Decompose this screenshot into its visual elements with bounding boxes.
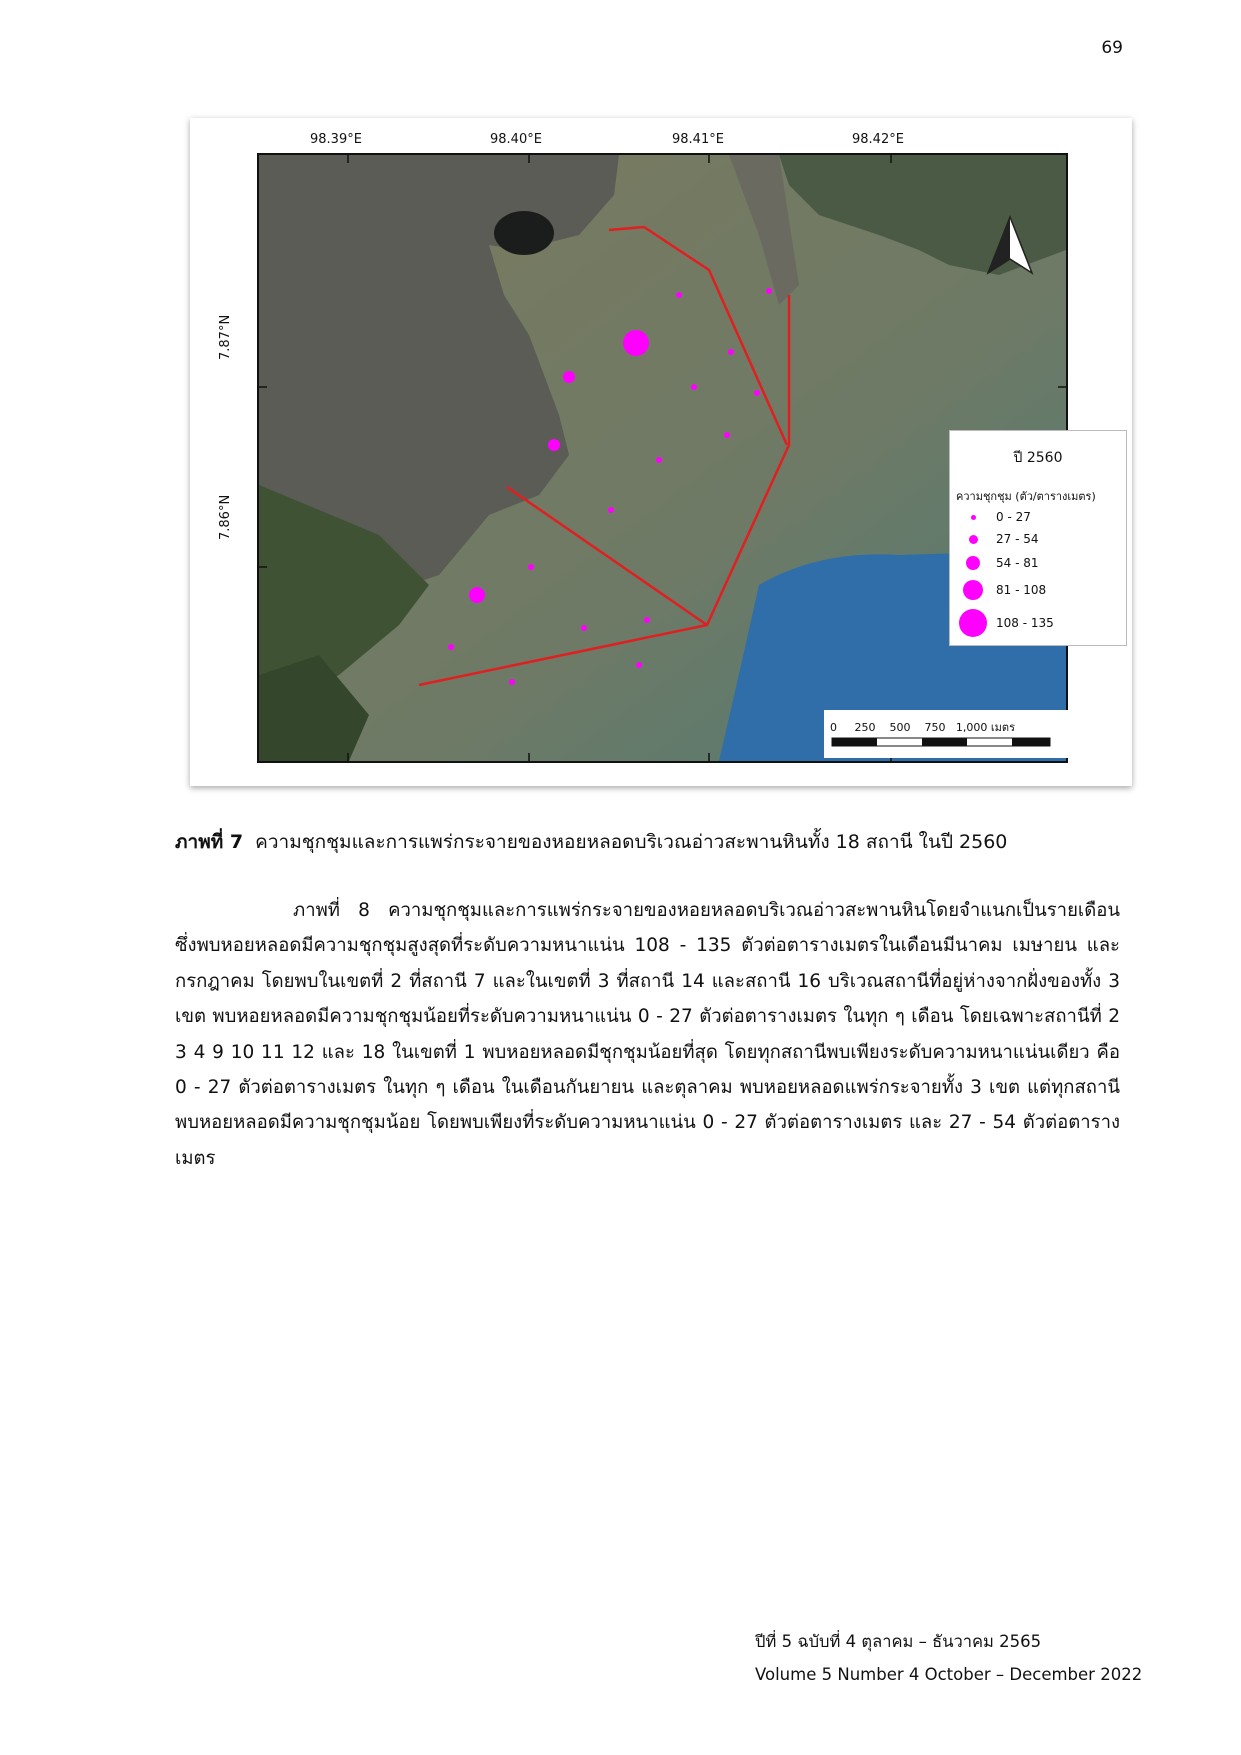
footer-english: Volume 5 Number 4 October – December 2022: [755, 1665, 1143, 1684]
station-marker: [766, 288, 772, 294]
lon-label-1: 98.39°E: [310, 132, 362, 147]
figure-frame: [190, 118, 1132, 786]
station-marker: [656, 457, 662, 463]
legend-label: 0 - 27: [996, 510, 1031, 524]
figure-caption: [175, 827, 1007, 857]
station-marker: [644, 617, 650, 623]
satellite-map: [257, 153, 1096, 763]
station-marker: [728, 349, 734, 355]
station-marker: [469, 587, 485, 603]
station-marker: [528, 564, 534, 570]
body-text: [175, 893, 1120, 1176]
station-marker: [754, 390, 760, 396]
legend-dot-icon: [969, 535, 978, 544]
journal-footer: [755, 1625, 1142, 1691]
legend-dot-icon: [959, 609, 987, 637]
lat-label-1: 7.87°N: [218, 314, 233, 360]
lon-label-4: 98.42°E: [852, 132, 904, 147]
legend-item: [956, 576, 1046, 604]
station-marker: [691, 384, 697, 390]
station-marker: [563, 371, 575, 383]
reservoir: [494, 211, 554, 255]
legend-dot-icon: [971, 515, 976, 520]
legend-dot-icon: [966, 556, 980, 570]
station-marker: [636, 662, 642, 668]
legend-label: 27 - 54: [996, 532, 1039, 546]
paragraph: ภาพที่ 8 ความชุกชุมและการแพร่กระจายของหอยหลอดบริเวณอ่าวสะพานหินโดยจำแนกเป็นรายเดือน ซึ่งพบหอยหลอดมีความชุกชุมสูงสุดที่ระดับความหนาแน่น 108 - 135 ตัวต่อตารางเมตรในเดือนมีนาคม เมษายน และกรกฎาคม โดยพบในเขตที่ 2 ที่สถานี 7 และในเขตที่ 3 ที่สถานี 14 และสถานี 16 บริเวณสถานีที่อยู่ห่างจากฝั่งของทั้ง 3 เขต พบหอยหลอดมีความชุกชุมน้อยที่ระดับความหนาแน่น 0 - 27 ตัวต่อตารางเมตร ในทุก ๆ เดือน โดยเฉพาะสถานีที่ 2 3 4 9 10 11 12 และ 18 ในเขตที่ 1 พบหอยหลอดมีชุกชุมน้อยที่สุด โดยทุกสถานีพบเพียงระดับความหนาแน่นเดียว คือ 0 - 27 ตัวต่อตารางเมตร ในทุก ๆ เดือน ในเดือนกันยายน และตุลาคม พบหอยหลอดแพร่กระจายทั้ง 3 เขต แต่ทุกสถานีพบหอยหลอดมีความชุกชุมน้อย โดยพบเพียงที่ระดับความหนาแน่น 0 - 27 ตัวต่อตารางเมตร และ 27 - 54 ตัวต่อตารางเมตร: [175, 900, 1120, 1169]
scale-bar-graphic: [832, 738, 1052, 748]
lon-label-3: 98.41°E: [672, 132, 724, 147]
scale-bar-labels: 0 250 500 750 1,000 เมตร: [830, 721, 1015, 734]
station-marker: [509, 679, 515, 685]
caption-text: ความชุกชุมและการแพร่กระจายของหอยหลอดบริเวณอ่าวสะพานหินทั้ง 18 สถานี ในปี 2560: [255, 831, 1008, 853]
legend-title: ปี 2560: [1013, 450, 1063, 466]
legend-label: 54 - 81: [996, 556, 1039, 570]
station-marker: [581, 625, 587, 631]
legend-dot-icon: [963, 580, 983, 600]
legend-label: 108 - 135: [996, 616, 1054, 630]
footer-thai: ปีที่ 5 ฉบับที่ 4 ตุลาคม – ธันวาคม 2565: [755, 1632, 1042, 1651]
station-marker: [724, 432, 730, 438]
station-marker: [448, 644, 454, 650]
lon-label-2: 98.40°E: [490, 132, 542, 147]
map-canvas: [259, 155, 1066, 761]
station-marker: [676, 292, 682, 298]
lat-label-2: 7.86°N: [218, 494, 233, 540]
station-marker: [623, 330, 649, 356]
station-marker: [608, 507, 614, 513]
caption-label: ภาพที่ 7: [175, 831, 244, 853]
north-arrow-icon: [986, 215, 1034, 277]
legend-subtitle: ความชุกชุม (ตัว/ตารางเมตร): [956, 490, 1096, 503]
station-marker: [548, 439, 560, 451]
page-number: 69: [1101, 38, 1123, 58]
legend-label: 81 - 108: [996, 583, 1047, 597]
legend-item: [956, 609, 1054, 637]
legend-item: [956, 549, 1039, 577]
scale-bar: [824, 710, 1074, 758]
map-legend: [949, 430, 1127, 646]
